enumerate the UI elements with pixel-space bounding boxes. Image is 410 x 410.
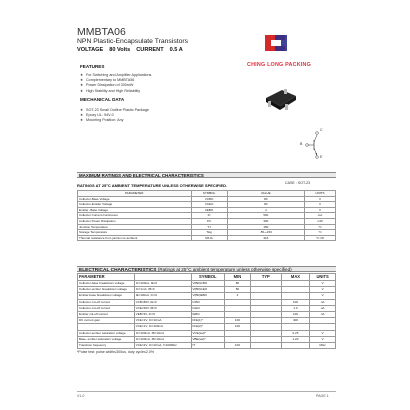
mechanical-heading: MECHANICAL DATA [80, 97, 125, 102]
header-cell: MAX [281, 274, 309, 281]
table-row: Collector Current-Continuous IC 500 mA [78, 213, 336, 219]
part-number: MMBTA06 [77, 26, 126, 38]
table-row: Collector cut-off current VCB=80V, IE=0 ICBO 100 nA [78, 299, 336, 305]
table-row: Collector Power Dissipation PC 300 mW [78, 218, 336, 224]
current-label: CURRENT [136, 47, 164, 53]
table-row: Collector cut-off current VCE=60V, IB=0 ICEO 1.0 uA [78, 305, 336, 311]
table-row: Emitter-base breakdown voltage IE=100uA, IC=0 V(BR)EBO 4 V [78, 293, 336, 299]
star-bullet-icon: ★ [80, 73, 84, 77]
table-row: Collector-Base Voltage VCBO 80 V [78, 196, 336, 202]
voltage-value: 80 Volts [109, 47, 131, 53]
header-cell [134, 274, 191, 281]
list-item: ★ High Stability and High Reliability [80, 88, 141, 93]
list-item: ★ SOT-23 Small Outline Plastic Package [80, 108, 149, 112]
table-row: Junction Temperature TJ 150 °C [78, 224, 336, 230]
electrical-characteristics-table [77, 273, 336, 349]
pin-e-label: E [320, 155, 323, 159]
table-row: Emitter -Base Voltage VEBO 4 V [78, 207, 336, 213]
footer-divider [77, 391, 336, 392]
header-cell: TYP [250, 274, 281, 281]
star-bullet-icon: ★ [80, 118, 84, 123]
header-cell: UNITS [310, 274, 336, 281]
table-row: Collector-Emitter Voltage VCEO 80 V [78, 202, 336, 208]
star-bullet-icon: ★ [80, 113, 84, 118]
header-cell: SYMBOL [191, 274, 225, 281]
table-row: Thermal resistance from junction to ambient RθJA 416 °C /W [78, 235, 336, 241]
table-header-row [78, 274, 336, 281]
voltage-label: VOLTAGE [77, 47, 104, 53]
pulse-test-footnote: *Pulse test: pulse width≤300us, duty cycle≤2.0% [77, 350, 155, 354]
table-row: Collector-base breakdown voltage IC=100uA, IE=0 V(BR)CBO 80 V [78, 281, 336, 287]
list-item: ★ Mounting Position: Any [80, 118, 124, 123]
sot23-package-image [260, 84, 300, 116]
table-row: Storage Temperature Tstg -55-+150 °C [78, 230, 336, 236]
table-row: Emitter cut-off current VEB=3V, IC=0 IEBO 100 nA [78, 312, 336, 318]
section-bar-max-ratings: MAXIMUM RATINGS AND ELECTRICAL CHARACTERISTICS [77, 172, 336, 178]
electrical-title: ELECTRICAL CHARACTERISTICS [79, 268, 157, 273]
table-row: Base- emitter saturation voltage IC=100mA, IB=10mA VBE(sat)* 1.20 V [78, 336, 336, 342]
star-bullet-icon: ★ [80, 78, 84, 83]
pin-c-label: C [320, 128, 323, 132]
header-cell: UNITS [305, 191, 336, 197]
section-bar-electrical [77, 266, 336, 272]
features-list [80, 73, 151, 94]
table-row: Collector-emitter saturation voltage IC=100mA, IB=10mA VCE(sat)* 0.25 V [78, 330, 336, 336]
header-cell: SYMBOL [191, 191, 227, 197]
mechanical-list [80, 108, 149, 124]
features-heading: FEATURES [80, 64, 105, 69]
footer-page: PAGE.1 [316, 394, 329, 398]
header-cell: VALUE [227, 191, 304, 197]
table-row: VCE=1V, IC=100mA hFE(2)* 100 [78, 324, 336, 330]
header-cell: PARAMETER [78, 274, 135, 281]
max-ratings-table [77, 190, 336, 241]
table-row: Transition frequency VCE=2V, IC=10mA, f=100MHz fT 100 MHz [78, 343, 336, 349]
electrical-title-suffix: (Ratings at 25°C ambient temperature unless otherwise specified) [157, 267, 292, 272]
part-subtitle: NPN Plastic-Encapsulate Transistors [77, 38, 189, 45]
star-bullet-icon: ★ [80, 108, 84, 112]
current-value: 0.5 A [169, 47, 183, 53]
list-item: ★ Epoxy UL: 94V-0 [80, 113, 114, 118]
list-item: ★ Power Dissipation of 300mW [80, 83, 134, 88]
footer-version: V1.0 [77, 394, 85, 398]
list-item: ★ Complementary to MMBTA56 [80, 78, 135, 83]
pin-b-label: B [300, 142, 303, 146]
case-label: CASE : SOT-23 [285, 181, 311, 185]
company-logo [263, 33, 289, 53]
header-cell: MIN [225, 274, 251, 281]
star-bullet-icon: ★ [80, 83, 84, 88]
list-item: ★ For Switching and Amplifier Applications [80, 73, 152, 77]
ratings-table-title: RATINGS AT 25°C AMBIENT TEMPERATURE UNLESS OTHERWISE SPECIFIED. [77, 183, 228, 188]
star-bullet-icon: ★ [80, 88, 84, 93]
header-cell: PARAMETER [78, 191, 192, 197]
ratings-line [77, 47, 189, 53]
table-row: Collector-emitter breakdown voltage IC=1mA, IB=0 V(BR)CEO 80 V [78, 287, 336, 293]
table-row: DC current gain VCE=1V, IC=10mA hFE(1)* 100 400 [78, 318, 336, 324]
transistor-schematic [300, 128, 329, 160]
company-name: CHING LONG PACKING [247, 62, 311, 68]
